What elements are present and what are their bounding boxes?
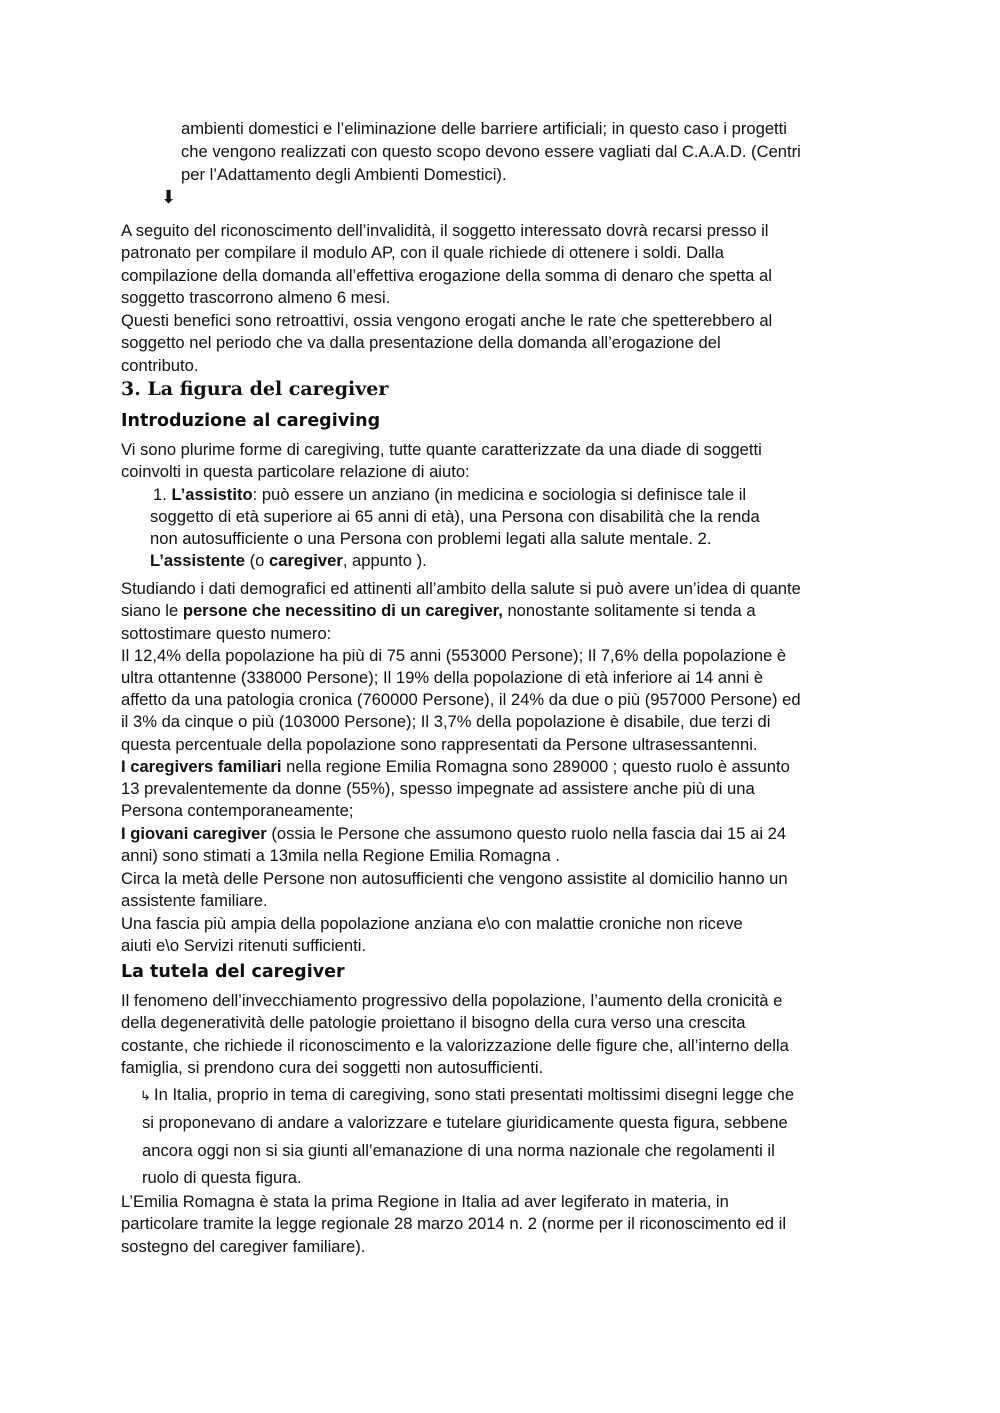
paragraph-line	[121, 600, 756, 623]
paragraph-line: questa percentuale della popolazione sono rappresentati da Persone ultrasessantenni.	[121, 735, 758, 754]
section-heading: 3. La figura del caregiver	[121, 378, 389, 400]
paragraph-line: anni) sono stimati a 13mila nella Regione Emilia Romagna .	[121, 846, 561, 865]
paragraph-line: compilazione della domanda all’effettiva erogazione della somma di denaro che spetta al	[121, 266, 772, 285]
bullet-line: si proponevano di andare a valorizzare e tutelare giuridicamente questa figura, sebbene	[142, 1113, 788, 1132]
bold-run: persone che necessitino di un caregiver,	[182, 601, 503, 620]
paragraph-line: Vi sono plurime forme di caregiving, tutte quante caratterizzate da una diade di soggetti	[121, 440, 762, 459]
paragraph-line: Studiando i dati demografici ed attinenti all’ambito della salute si può avere un’idea di quante	[121, 579, 801, 598]
paragraph-line: aiuti e\o Servizi ritenuti sufficienti.	[121, 936, 367, 955]
paragraph-line: Il fenomeno dell’invecchiamento progressivo della popolazione, l’aumento della cronicità e	[121, 991, 783, 1010]
down-arrow-icon: ⬇	[161, 187, 177, 207]
text-run: nella regione Emilia Romagna sono 289000 ; questo ruolo è assunto	[281, 757, 790, 776]
text-run: nonostante solitamente si tenda a	[502, 601, 756, 620]
list-item-line: ambienti domestici e l’eliminazione delle barriere artificiali; in questo caso i progetti	[181, 119, 787, 138]
list-text: : può essere un anziano (in medicina e sociologia si definisce tale il	[252, 485, 747, 504]
list-item-line: per l’Adattamento degli Ambienti Domestici).	[181, 165, 507, 184]
bullet-text: In Italia, proprio in tema di caregiving, sono stati presentati moltissimi disegni legge che	[154, 1085, 795, 1104]
list-text: , appunto ).	[342, 551, 427, 570]
bold-run: I caregivers familiari	[121, 757, 282, 776]
paragraph-line: sottostimare questo numero:	[121, 624, 332, 643]
subsection-heading: Introduzione al caregiving	[121, 411, 381, 431]
paragraph-line: soggetto nel periodo che va dalla presentazione della domanda all’erogazione del	[121, 333, 721, 352]
list-text: (o	[245, 551, 269, 570]
list-item-line	[150, 550, 427, 573]
paragraph-line: patronato per compilare il modulo AP, con il quale richiede di ottenere i soldi. Dalla	[121, 243, 724, 262]
bullet-line	[140, 1084, 794, 1108]
list-item-line: che vengono realizzati con questo scopo devono essere vagliati dal C.A.A.D. (Centri	[181, 142, 801, 161]
paragraph-line: sostegno del caregiver familiare).	[121, 1237, 366, 1256]
bold-run: I giovani caregiver	[121, 824, 267, 843]
paragraph-line: Persona contemporaneamente;	[121, 801, 354, 820]
paragraph-line: ultra ottantenne (338000 Persone); Il 19% della popolazione di età inferiore ai 14 anni è	[121, 668, 764, 687]
paragraph-line: L’Emilia Romagna è stata la prima Regione in Italia ad aver legiferato in materia, in	[121, 1192, 729, 1211]
list-number: 1.	[153, 485, 172, 504]
paragraph-line: contributo.	[121, 356, 199, 375]
paragraph-line: Questi benefici sono retroattivi, ossia vengono erogati anche le rate che spetterebbero al	[121, 311, 773, 330]
list-term: L’assistente	[150, 551, 246, 570]
list-item-line: non autosufficiente o una Persona con problemi legati alla salute mentale. 2.	[150, 529, 712, 548]
paragraph-line: coinvolti in questa particolare relazione di aiuto:	[121, 462, 470, 481]
paragraph-line: costante, che richiede il riconoscimento e la valorizzazione delle figure che, all’interno della	[121, 1036, 789, 1055]
paragraph-line: affetto da una patologia cronica (760000 Persone), il 24% da due o più (957000 Persone) ed	[121, 690, 801, 709]
paragraph-line: 13 prevalentemente da donne (55%), spesso impegnate ad assistere anche più di una	[121, 779, 755, 798]
paragraph-line: il 3% da cinque o più (103000 Persone); Il 3,7% della popolazione è disabile, due terzi di	[121, 712, 771, 731]
return-arrow-icon: ↳	[140, 1088, 151, 1103]
list-term: L’assistito	[171, 485, 253, 504]
paragraph-line	[121, 756, 790, 779]
paragraph-line	[121, 823, 786, 846]
bullet-line: ancora oggi non si sia giunti all’emanazione di una norma nazionale che regolamenti il	[142, 1141, 775, 1160]
paragraph-line: Una fascia più ampia della popolazione anziana e\o con malattie croniche non riceve	[121, 914, 743, 933]
text-run: siano le	[121, 601, 183, 620]
list-term: caregiver	[269, 551, 343, 570]
paragraph-line: A seguito del riconoscimento dell’invalidità, il soggetto interessato dovrà recarsi presso il	[121, 221, 769, 240]
paragraph-line: famiglia, si prendono cura dei soggetti non autosufficienti.	[121, 1058, 544, 1077]
paragraph-line: Il 12,4% della popolazione ha più di 75 anni (553000 Persone); Il 7,6% della popolazione è	[121, 646, 787, 665]
paragraph-line: Circa la metà delle Persone non autosufficienti che vengono assistite al domicilio hanno un	[121, 869, 788, 888]
list-item-line	[153, 484, 746, 507]
bullet-line: ruolo di questa figura.	[142, 1168, 302, 1187]
paragraph-line: assistente familiare.	[121, 891, 268, 910]
text-run: (ossia le Persone che assumono questo ruolo nella fascia dai 15 ai 24	[266, 824, 787, 843]
paragraph-line: soggetto trascorrono almeno 6 mesi.	[121, 288, 391, 307]
paragraph-line: particolare tramite la legge regionale 28 marzo 2014 n. 2 (norme per il riconoscimento ed il	[121, 1214, 787, 1233]
list-item-line: soggetto di età superiore ai 65 anni di età), una Persona con disabilità che la renda	[150, 507, 760, 526]
subsection-heading: La tutela del caregiver	[121, 962, 345, 982]
paragraph-line: della degeneratività delle patologie proiettano il bisogno della cura verso una crescita	[121, 1013, 746, 1032]
